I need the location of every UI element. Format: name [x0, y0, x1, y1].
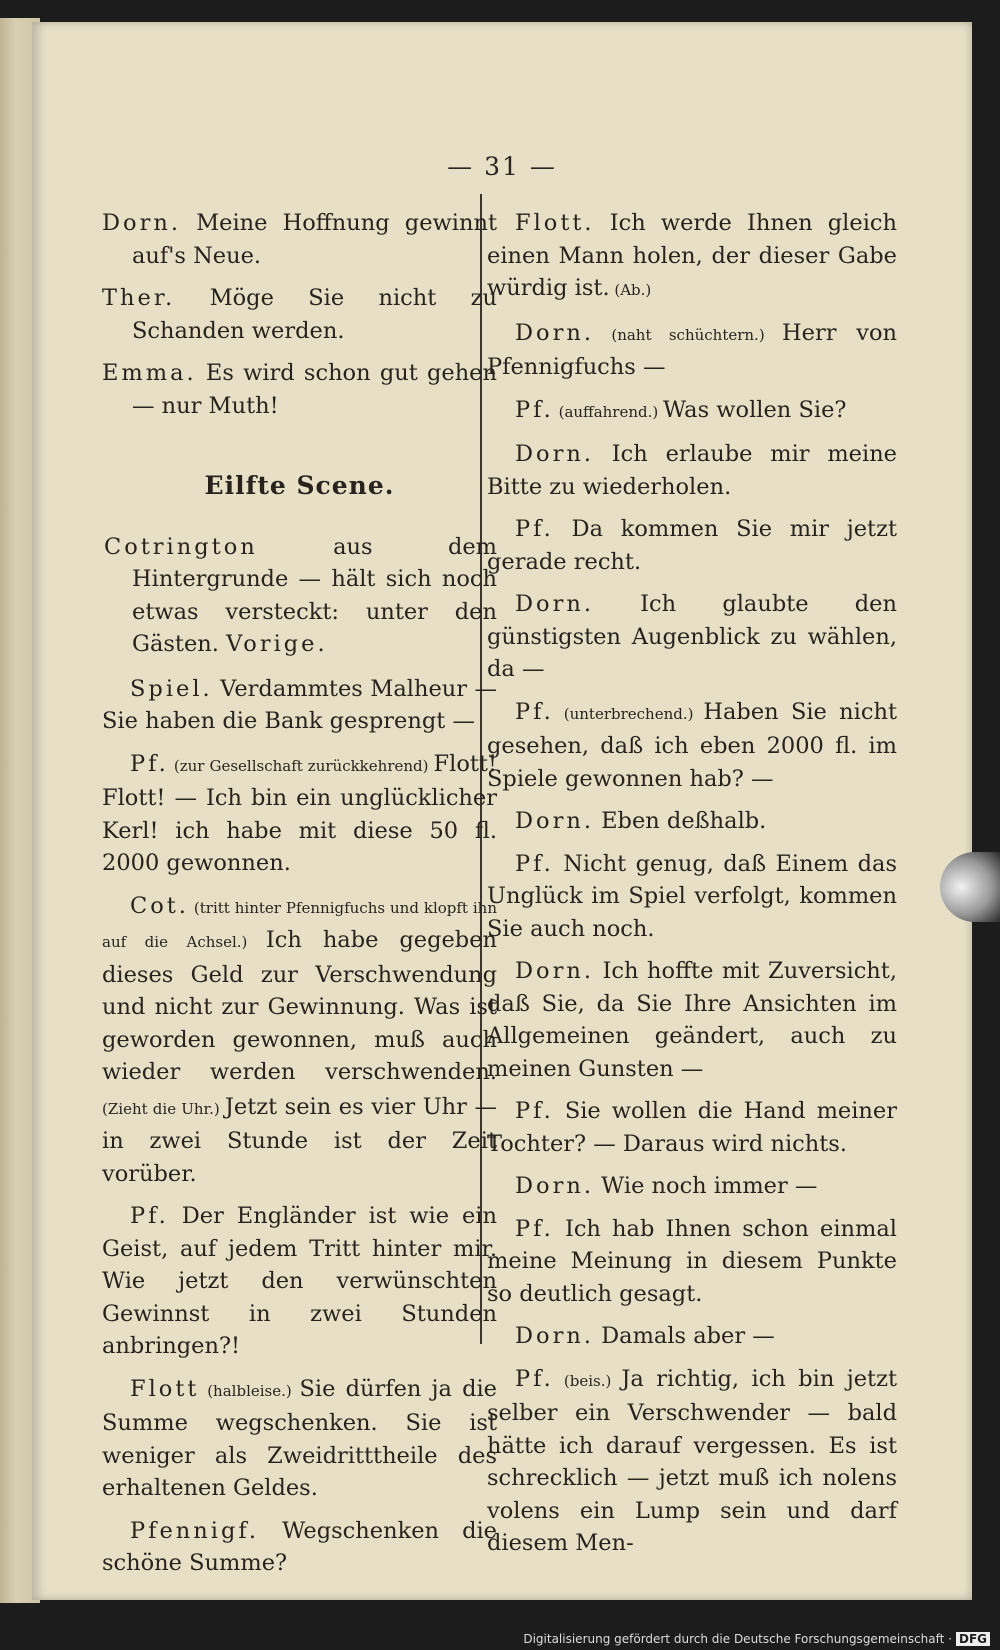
paragraph — [102, 748, 497, 880]
paragraph — [102, 1373, 497, 1505]
dialogue-text: Ich hoffte mit Zuversicht, daß Sie, da Sie Ihre Ansichten im Allgemeinen geändert, auch zu meinen Gunsten — — [487, 958, 897, 1082]
paragraph — [487, 438, 897, 503]
paragraph — [487, 588, 897, 686]
credit-text: Digitalisierung gefördert durch die Deutsche Forschungsgemeinschaft · — [523, 1632, 952, 1646]
paragraph — [487, 207, 897, 307]
aside-text: (zur Gesellschaft zurückkehrend) — [168, 756, 434, 775]
dialogue-text: Verdammtes Malheur — Sie haben die Bank gesprengt — — [102, 675, 497, 734]
dialogue-text: Wegschenken die schöne Summe? — [102, 1517, 497, 1576]
paragraph — [487, 317, 897, 384]
speaker-name: Dorn. — [515, 591, 594, 617]
paragraph — [487, 696, 897, 796]
speaker-name: Pf. — [515, 396, 554, 423]
speaker-name: Pf. — [515, 1098, 554, 1124]
dialogue-text: Eben deßhalb. — [593, 808, 767, 834]
aside-text: (Zieht die Uhr.) — [102, 1099, 225, 1118]
aside-text: (unterbrechend.) — [553, 704, 704, 723]
paragraph — [487, 848, 897, 946]
stage-direction — [102, 531, 497, 661]
right-column — [487, 207, 897, 1570]
paragraph — [102, 282, 497, 347]
dialogue-text: Nicht genug, daß Einem das Unglück im Spiel verfolgt, kommen Sie auch noch. — [487, 850, 897, 942]
speaker-name: Pf. — [515, 698, 554, 725]
scene-title: Eilfte Scene. — [204, 471, 395, 500]
speaker-name: Dorn. — [515, 958, 594, 984]
speaker-name: Pf. — [130, 1203, 169, 1229]
digitization-credit — [523, 1632, 990, 1646]
dialogue-text: Ich habe gegeben dieses Geld zur Verschwendung und nicht zur Gewinnung. Was ist geworden gewonnen, muß auch wieder werden verschwenden. — [102, 927, 498, 1085]
speaker-name: Flott — [130, 1375, 200, 1402]
paragraph — [487, 1363, 897, 1560]
paragraph — [102, 1515, 497, 1580]
paragraph — [102, 207, 497, 272]
speaker-name: Ther. — [102, 285, 176, 311]
aside-text: (auffahrend.) — [553, 402, 664, 421]
dialogue-text: Meine Hoffnung gewinnt auf's Neue. — [132, 210, 497, 269]
book-page — [32, 22, 972, 1600]
paragraph — [487, 394, 897, 429]
aside-text: (halbleise.) — [199, 1381, 300, 1400]
paragraph — [102, 673, 497, 738]
dialogue-text: Herr von Pfennigfuchs — — [487, 319, 897, 380]
speaker-name: Cot. — [130, 892, 189, 919]
dialogue-text: Wie noch immer — — [593, 1173, 818, 1199]
paragraph — [487, 805, 897, 838]
speaker-name: Cotrington — [104, 533, 258, 560]
speaker-name: Pfennigf. — [130, 1517, 260, 1544]
page-number: — 31 — — [447, 152, 557, 181]
dialogue-text: Ja richtig, ich bin jetzt selber ein Verschwender — bald hätte ich darauf vergessen. Es ist schrecklich — jetzt muß ich nolens volens ein Lump sein und darf diesem Men- — [487, 1365, 897, 1556]
speaker-name: Dorn. — [515, 319, 594, 346]
dialogue-text: Der Engländer ist wie ein Geist, auf jedem Tritt hinter mir. Wie jetzt den verwünschten Gewinnst in zwei Stunden anbringen?! — [102, 1203, 497, 1359]
paragraph — [487, 513, 897, 578]
aside-text: (Ab.) — [609, 281, 652, 299]
dialogue-text: Möge Sie nicht zu Schanden werden. — [132, 285, 497, 344]
dialogue-text: Ich werde Ihnen gleich einen Mann holen, der dieser Gabe würdig ist. — [487, 210, 897, 301]
speaker-name: Pf. — [515, 850, 554, 877]
aside-text: (tritt hinter Pfennigfuchs und klopft ihn auf die Achsel.) — [102, 898, 497, 951]
speaker-name: Pf. — [515, 1215, 554, 1242]
dialogue-text: Ich erlaube mir meine Bitte zu wiederholen. — [487, 441, 897, 500]
stage-direction-text: aus dem Hintergrunde — hält sich noch etwas versteckt: unter den Gästen. — [132, 533, 497, 657]
speaker-name: Dorn. — [102, 210, 181, 236]
paragraph — [487, 1213, 897, 1311]
speaker-name: Dorn. — [515, 808, 594, 834]
dialogue-text: Haben Sie nicht gesehen, daß ich eben 2000 fl. im Spiele gewonnen hab? — — [487, 698, 897, 792]
left-column — [102, 207, 497, 1590]
paragraph — [102, 890, 497, 1191]
dialogue-text: Sie dürfen ja die Summe wegschenken. Sie ist weniger als Zweidritttheile des erhaltenen Geldes. — [102, 1375, 497, 1501]
dialogue-text: Da kommen Sie mir jetzt gerade recht. — [487, 516, 897, 575]
dialogue-text: Was wollen Sie? — [663, 396, 847, 423]
dialogue-text: Ich hab Ihnen schon einmal meine Meinung in diesem Punkte so deutlich gesagt. — [487, 1215, 897, 1307]
speaker-name: Emma. — [102, 360, 197, 386]
speaker-name: Dorn. — [515, 441, 594, 467]
dialogue-text: Es wird schon gut gehen — nur Muth! — [132, 360, 497, 419]
speaker-name: Pf. — [515, 516, 554, 542]
aside-text: (naht schüchtern.) — [593, 325, 783, 344]
paragraph — [102, 357, 497, 422]
paragraph — [487, 1170, 897, 1203]
speaker-name: Pf. — [130, 750, 169, 777]
speaker-name: Flott. — [515, 210, 595, 236]
speaker-name: Spiel. — [130, 675, 213, 702]
dfg-logo: DFG — [956, 1632, 990, 1646]
paragraph — [487, 1320, 897, 1353]
dialogue-text: Jetzt sein es vier Uhr — in zwei Stunde ist der Zeit vorüber. — [102, 1093, 497, 1187]
speaker-name: Pf. — [515, 1365, 554, 1392]
paragraph — [487, 955, 897, 1085]
speaker-name: Dorn. — [515, 1173, 594, 1199]
speaker-name: Dorn. — [515, 1323, 594, 1349]
dialogue-text: Sie wollen die Hand meiner Tochter? — Daraus wird nichts. — [487, 1098, 897, 1157]
aside-text: (beis.) — [553, 1371, 622, 1390]
dialogue-text: Flott! Flott! — Ich bin ein unglücklicher Kerl! ich habe mit diese 50 fl. 2000 gewonnen. — [102, 750, 497, 876]
paragraph — [102, 1200, 497, 1363]
paragraph — [487, 1095, 897, 1160]
dialogue-text: Ich glaubte den günstigsten Augenblick zu wählen, da — — [487, 591, 897, 682]
dialogue-text: Damals aber — — [593, 1323, 775, 1349]
stage-direction-tail: Vorige. — [226, 631, 328, 657]
